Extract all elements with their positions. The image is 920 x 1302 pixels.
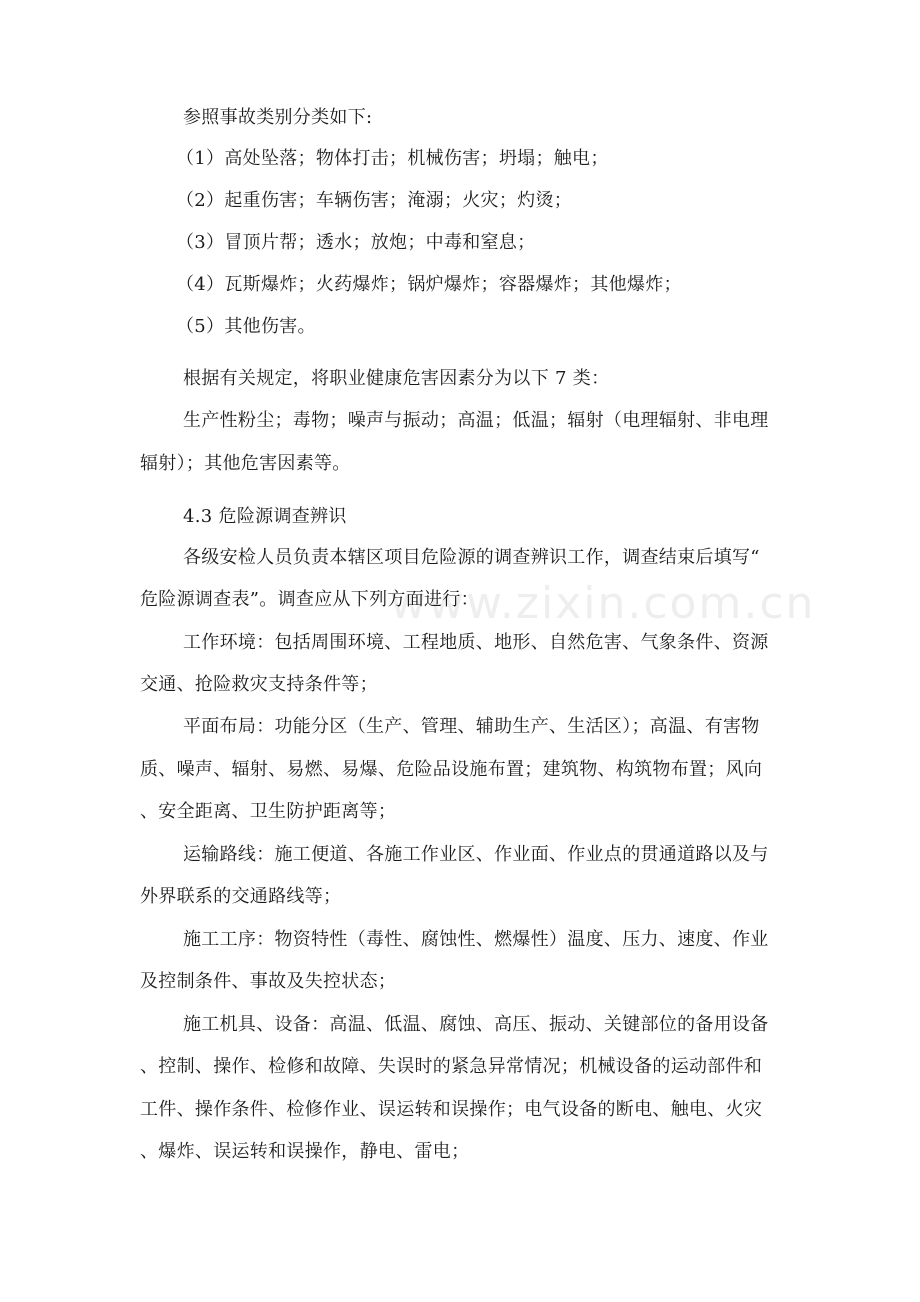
process-line-2: 及控制条件、事故及失控状态； (140, 971, 397, 992)
occupational-health-line-2: 辐射）；其他危害因素等。 (140, 453, 351, 474)
accident-category-3: （3）冒顶片帮；透水；放炮；中毒和窒息； (176, 232, 536, 253)
occupational-health-line-1: 生产性粉尘；毒物；噪声与振动；高温；低温；辐射（电理辐射、非电理 (183, 410, 769, 431)
layout-line-2: 质、噪声、辐射、易燃、易爆、危险品设施布置；建筑物、构筑物布置；风向 (140, 759, 763, 780)
section-intro-line-1: 各级安检人员负责本辖区项目危险源的调查辨识工作，调查结束后填写“ (183, 547, 760, 568)
process-line-1: 施工工序：物资特性（毒性、腐蚀性、燃爆性）温度、压力、速度、作业 (183, 929, 769, 950)
work-environment-line-2: 交通、抢险救灾支持条件等； (140, 674, 378, 695)
accident-category-1: （1）高处坠落；物体打击；机械伤害；坍塌；触电； (176, 148, 609, 169)
accident-category-5: （5）其他伤害。 (176, 316, 316, 337)
layout-line-3: 、安全距离、卫生防护距离等； (140, 801, 397, 822)
watermark: www.zixin.com.cn (390, 578, 816, 629)
section-heading: 4.3 危险源调查辨识 (183, 506, 347, 527)
accident-category-4: （4）瓦斯爆炸；火药爆炸；锅炉爆炸；容器爆炸；其他爆炸； (176, 274, 682, 295)
work-environment-line-1: 工作环境：包括周围环境、工程地质、地形、自然危害、气象条件、资源 (183, 632, 769, 653)
section-intro-line-2: 危险源调查表”。调查应从下列方面进行： (140, 589, 479, 610)
transport-line-2: 外界联系的交通路线等； (140, 886, 342, 907)
machinery-line-2: 、控制、操作、检修和故障、失误时的紧急异常情况；机械设备的运动部件和 (140, 1056, 763, 1077)
accident-classification-intro: 参照事故类别分类如下: (183, 107, 373, 128)
transport-line-1: 运输路线：施工便道、各施工作业区、作业面、作业点的贯通道路以及与 (183, 844, 769, 865)
layout-line-1: 平面布局：功能分区（生产、管理、辅助生产、生活区）；高温、有害物 (183, 716, 760, 737)
machinery-line-4: 、爆炸、误运转和误操作，静电、雷电； (140, 1141, 470, 1162)
accident-category-2: （2）起重伤害；车辆伤害；淹溺；火灾；灼烫； (176, 190, 573, 211)
occupational-health-intro: 根据有关规定，将职业健康危害因素分为以下 7 类： (183, 368, 610, 389)
machinery-line-1: 施工机具、设备：高温、低温、腐蚀、高压、振动、关键部位的备用设备 (183, 1014, 769, 1035)
machinery-line-3: 工件、操作条件、检修作业、误运转和误操作；电气设备的断电、触电、火灾 (140, 1099, 763, 1120)
